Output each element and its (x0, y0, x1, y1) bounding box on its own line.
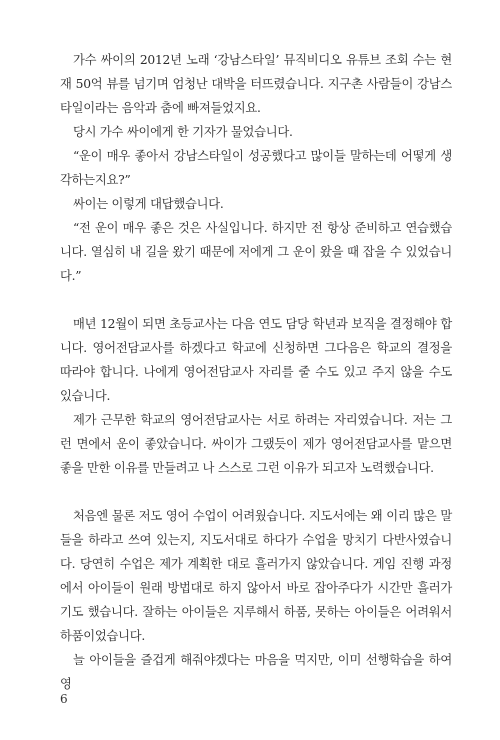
paragraph-psy-answer: “전 운이 매우 좋은 것은 사실입니다. 하지만 전 항상 준비하고 연습했습니다. 열심히 내 길을 왔기 때문에 저에게 그 운이 왔을 때 잡을 수 있었습니다.” (60, 221, 452, 283)
paragraph-reporter-question: “운이 매우 좋아서 강남스타일이 성공했다고 많이들 말하는데 어떻게 생각하는지요?” (60, 149, 452, 187)
body-text (60, 48, 452, 696)
paragraph-psy-answer-intro: 싸이는 이렇게 대답했습니다. (73, 197, 224, 211)
page-number: 6 (60, 692, 68, 706)
paragraph-english-class-difficulty: 처음엔 물론 저도 영어 수업이 어려웠습니다. 지도서에는 왜 이리 많은 말들을 하라고 쓰여 있는지, 지도서대로 하다가 수업을 망치기 다반사였습니다. 당연히 수업은 제가 계획한 대로 흘러가지 않았습니다. 게임 진행 과정에서 아이들이 원래 방법대로 하지 않아서 바로 잡아주다가 시간만 흘러가기도 했습니다. 잘하는 아이들은 지루해서 하품, 못하는 아이들은 어려워서 하품이었습니다. (60, 509, 452, 643)
paragraph-reporter-question-intro: 당시 가수 싸이에게 한 기자가 물었습니다. (73, 125, 293, 139)
paragraph-continued: 늘 아이들을 즐겁게 해줘야겠다는 마음을 먹지만, 이미 선행학습을 하여 영 (60, 653, 452, 691)
paragraph-school-luck: 제가 근무한 학교의 영어전담교사는 서로 하려는 자리였습니다. 저는 그런 면에서 운이 좋았습니다. 싸이가 그랬듯이 제가 영어전담교사를 맡으면 좋을 만한 이유를 만들려고 나 스스로 그런 이유가 되고자 노력했습니다. (60, 413, 452, 475)
paragraph-psy-intro: 가수 싸이의 2012년 노래 ‘강남스타일’ 뮤직비디오 유튜브 조회 수는 현재 50억 뷰를 넘기며 엄청난 대박을 터뜨렸습니다. 지구촌 사람들이 강남스타일이라는 음악과 춤에 빠져들었지요. (60, 53, 452, 115)
paragraph-december-assignment: 매년 12월이 되면 초등교사는 다음 연도 담당 학년과 보직을 결정해야 합니다. 영어전담교사를 하겠다고 학교에 신청하면 그다음은 학교의 결정을 따라야 합니다. 나에게 영어전담교사 자리를 줄 수도 있고 주지 않을 수도 있습니다. (60, 317, 452, 403)
